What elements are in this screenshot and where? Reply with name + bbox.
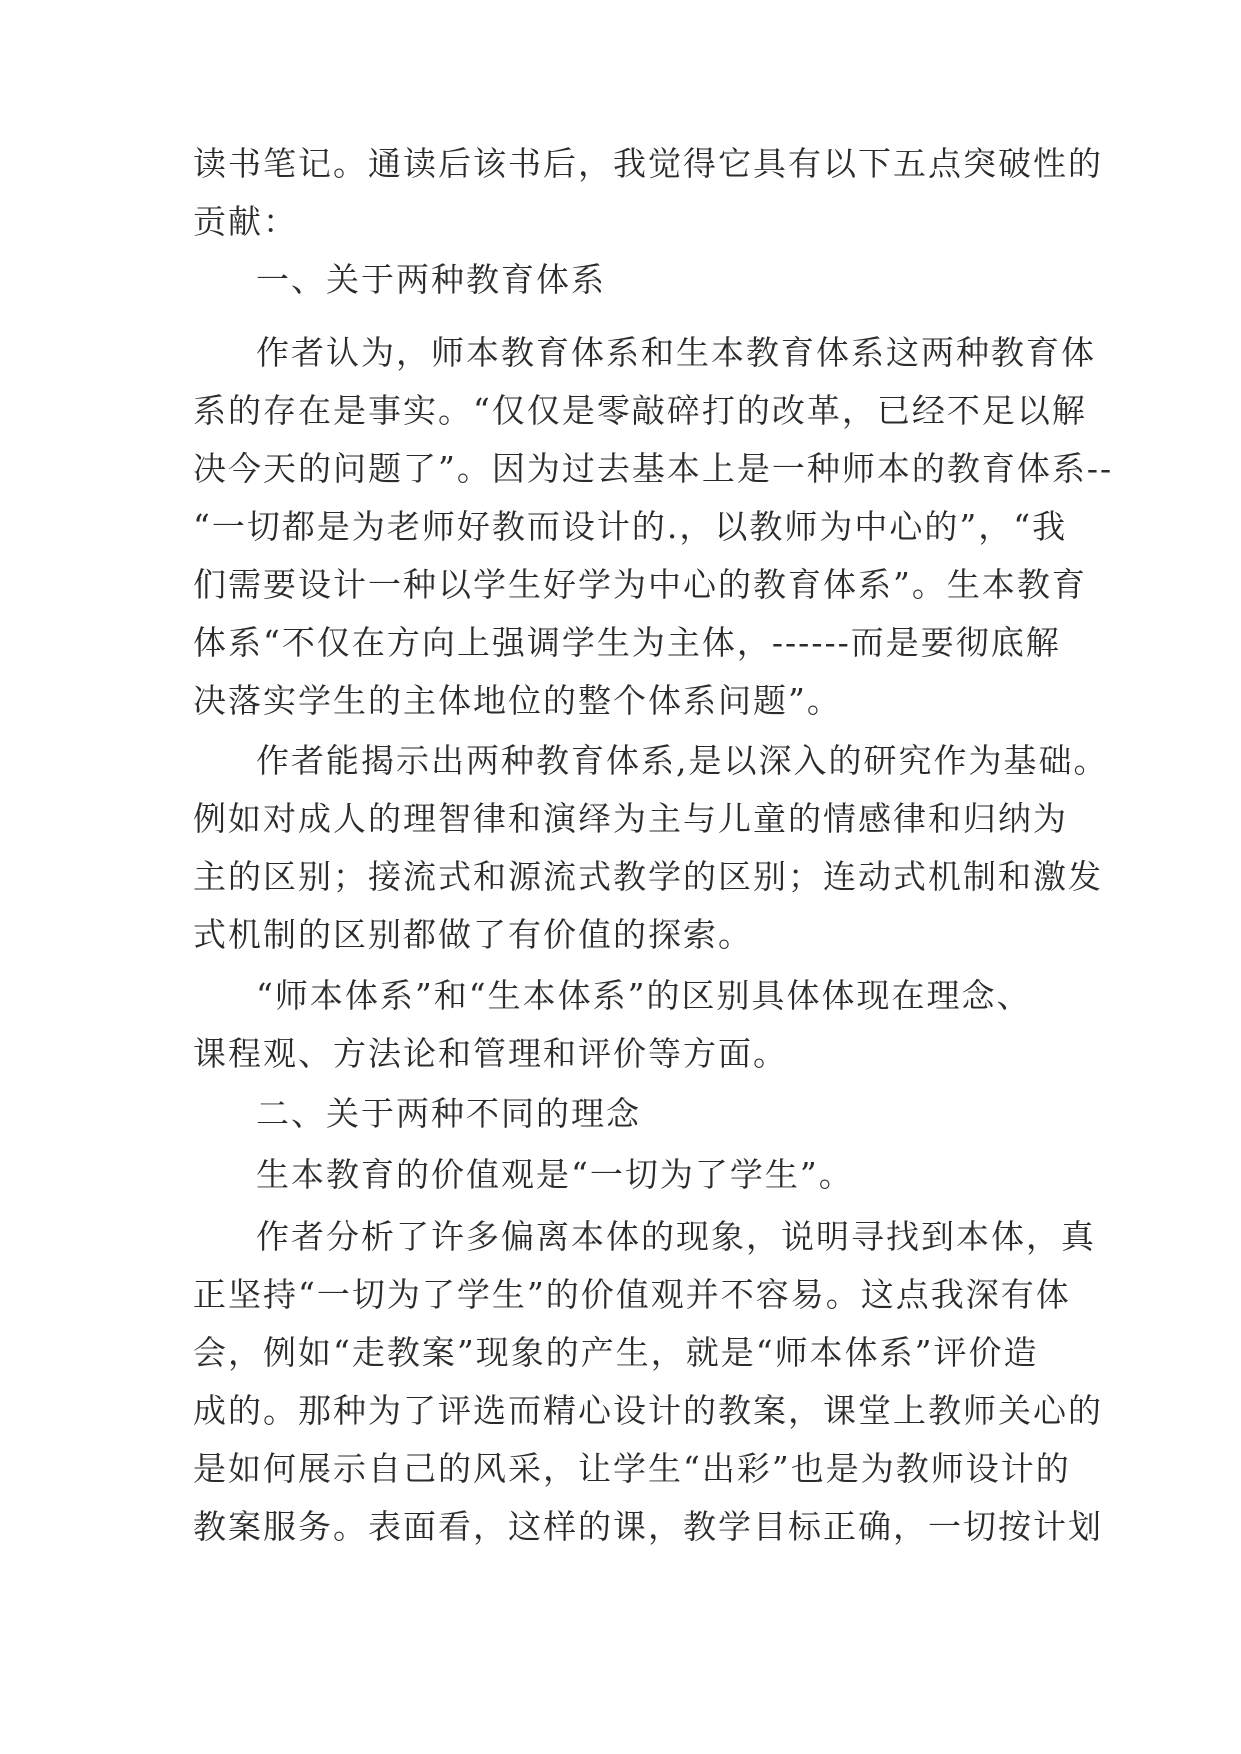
text-line: 读书笔记。通读后该书后，我觉得它具有以下五点突破性的 [193, 144, 1103, 183]
text-line: 决落实学生的主体地位的整个体系问题”。 [193, 681, 842, 720]
text-line: 体系“不仅在方向上强调学生为主体，------而是要彻底解 [193, 623, 1061, 662]
text-line: 们需要设计一种以学生好学为中心的教育体系”。生本教育 [193, 565, 1087, 604]
text-line: 例如对成人的理智律和演绎为主与儿童的情感律和归纳为 [193, 799, 1068, 838]
text-line: 成的。那种为了评选而精心设计的教案，课堂上教师关心的 [193, 1391, 1103, 1430]
text-line: 式机制的区别都做了有价值的探索。 [193, 915, 753, 954]
text-line: 贡献： [193, 202, 298, 241]
text-line: 课程观、方法论和管理和评价等方面。 [193, 1034, 788, 1073]
text-line: 会，例如“走教案”现象的产生，就是“师本体系”评价造 [193, 1333, 1039, 1372]
text-line: 生本教育的价值观是“一切为了学生”。 [256, 1155, 854, 1194]
section-heading: 一、关于两种教育体系 [256, 260, 606, 299]
text-line: 是如何展示自己的风采，让学生“出彩”也是为教师设计的 [193, 1449, 1071, 1488]
text-line: 决今天的问题了”。因为过去基本上是一种师本的教育体系-- [193, 449, 1114, 488]
text-line: 主的区别；接流式和源流式教学的区别；连动式机制和激发 [193, 857, 1103, 896]
text-line: 作者分析了许多偏离本体的现象，说明寻找到本体，真 [256, 1217, 1096, 1256]
text-line: 作者能揭示出两种教育体系,是以深入的研究作为基础。 [256, 741, 1109, 780]
text-line: “师本体系”和“生本体系”的区别具体体现在理念、 [256, 976, 1032, 1015]
text-line: 系的存在是事实。“仅仅是零敲碎打的改革，已经不足以解 [193, 391, 1087, 430]
section-heading: 二、关于两种不同的理念 [256, 1094, 641, 1133]
text-line: 教案服务。表面看，这样的课，教学目标正确，一切按计划 [193, 1507, 1103, 1546]
text-line: “一切都是为老师好教而设计的.，以教师为中心的”，“我 [193, 507, 1068, 546]
text-line: 正坚持“一切为了学生”的价值观并不容易。这点我深有体 [193, 1275, 1071, 1314]
text-line: 作者认为，师本教育体系和生本教育体系这两种教育体 [256, 333, 1096, 372]
